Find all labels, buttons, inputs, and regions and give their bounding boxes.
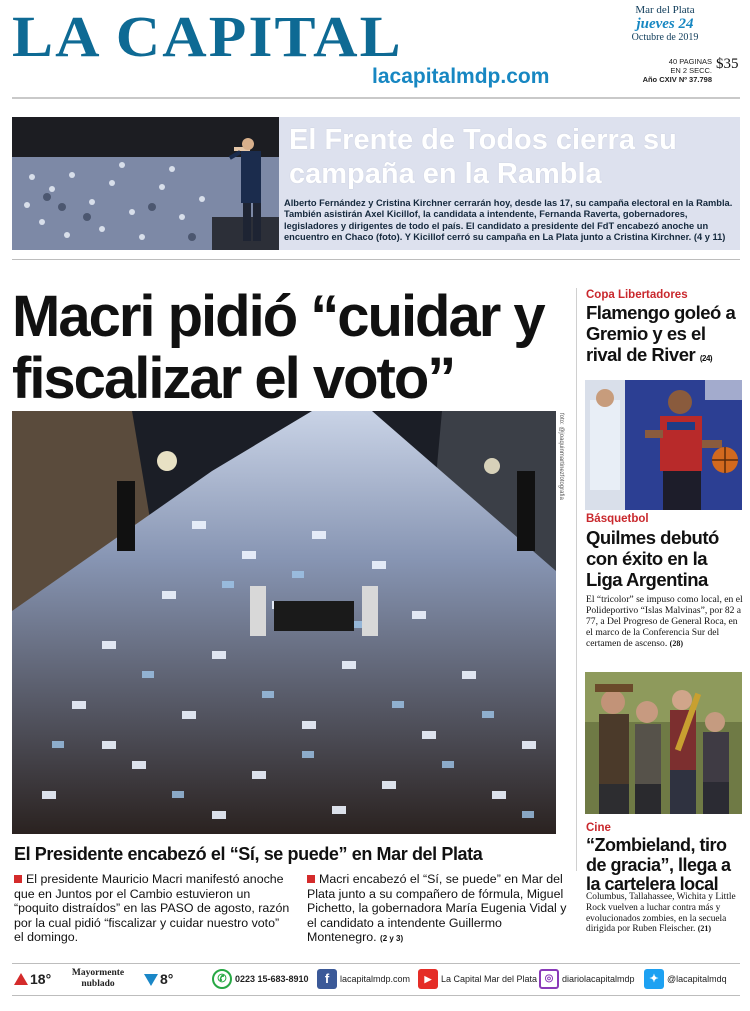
- copa-ref: (24): [699, 354, 713, 363]
- banner-text: Alberto Fernández y Cristina Kirchner cerrarán hoy, desde las 17, su campaña electoral en la Rambla. También asistirán Axel Kicillof, la candidata a intendente, Fernanda Raverta, gobernadores, legisladores y dirigentes de todo el país. El candidato a presidente del FdT encabezó anoche un encuentro en Chaco (foto). Y Kicillof cerró su campaña en La Plata junto a Cristina Kirchner. (4 y 11): [284, 198, 733, 242]
- section-count: EN 2 SECC.: [670, 66, 712, 75]
- section-label-cine: Cine: [586, 822, 611, 834]
- site-url[interactable]: lacapitalmdp.com: [372, 65, 550, 88]
- basket-text: [586, 594, 746, 649]
- movie-photo: [585, 672, 742, 814]
- section-label-copa: Copa Libertadores: [586, 289, 688, 301]
- forecast: Mayormente nublado: [71, 968, 125, 989]
- footer-bar: [12, 966, 740, 994]
- basket-ref: (28): [669, 639, 683, 648]
- twitter-handle[interactable]: @lacapitalmdq: [667, 974, 727, 984]
- page-count: 40 PAGINAS: [668, 57, 712, 66]
- cine-text-body: Columbus, Tallahassee, Wichita y Little Rock vuelven a luchar contra más y evolucionados zombies, en la secuela dirigida por Ruben Fleischer.: [586, 892, 736, 935]
- temp-up-icon: [14, 973, 28, 985]
- basketball-players-photo: [585, 380, 742, 510]
- sidebar-divider: [576, 288, 577, 871]
- youtube-icon[interactable]: ▶: [418, 969, 438, 989]
- main-text-col1: [14, 872, 290, 945]
- main-subhead[interactable]: El Presidente encabezó el “Sí, se puede” en Mar del Plata: [14, 844, 483, 864]
- facebook-handle[interactable]: lacapitalmdp.com: [340, 974, 411, 984]
- photo-credit: foto: @joaquinmartinezfotografia: [558, 413, 564, 500]
- crowd-aerial-photo: [12, 411, 556, 834]
- footer-divider-bottom: [12, 995, 740, 996]
- basket-text-body: El “tricolor” se impuso como local, en el Polideportivo “Islas Malvinas”, por 82 a 77, a Del Progreso de General Roca, en el marco de la Conferencia Sur del certamen de ascenso.: [586, 594, 743, 649]
- basketball-photo: [585, 380, 742, 510]
- price: $35: [716, 56, 739, 72]
- twitter-icon[interactable]: ✦: [644, 969, 664, 989]
- temp-max: 18°: [30, 971, 52, 987]
- whatsapp-number[interactable]: 0223 15-683-8910: [235, 974, 309, 984]
- bullet-icon: [14, 875, 22, 883]
- main-photo: [12, 411, 556, 834]
- zombieland-cast-photo: [585, 672, 742, 814]
- facebook-icon[interactable]: f: [317, 969, 337, 989]
- bullet-icon: [307, 875, 315, 883]
- copa-headline-text: Flamengo goleó a Gremio y es el rival de River: [586, 302, 736, 365]
- masthead-logo: LA CAPITAL: [12, 4, 403, 69]
- col2-text: Macri encabezó el “Sí, se puede” en Mar del Plata junto a su compañero de fórmula, Miguel Pichetto, la gobernadora María Eugenia Vidal y el candidato a intendente Guillermo Montenegro.: [307, 872, 567, 945]
- weekday: jueves 24: [636, 16, 694, 32]
- copa-headline[interactable]: [586, 302, 742, 369]
- temp-min: 8°: [160, 971, 174, 987]
- col1-text: El presidente Mauricio Macri manifestó anoche que en Juntos por el Cambio estuvieron un “poquito distraídos” en las PASO de agosto, razón por la cual pidió “fiscalizar y cuidar nuestro voto” el domingo.: [14, 872, 290, 945]
- youtube-handle[interactable]: La Capital Mar del Plata: [441, 974, 538, 984]
- issue-number: Año CXIV Nº 37.798: [642, 75, 712, 84]
- page-ref: (2 y 3): [380, 934, 404, 944]
- cine-ref: (21): [697, 924, 712, 934]
- section-divider: [12, 259, 740, 260]
- main-text-col2: [307, 872, 569, 947]
- issue-info: [630, 57, 712, 84]
- month-year: Octubre de 2019: [631, 32, 699, 43]
- instagram-handle[interactable]: diariolacapitalmdp: [562, 974, 635, 984]
- footer-divider-top: [12, 963, 740, 964]
- instagram-icon[interactable]: ◎: [539, 969, 559, 989]
- section-label-basket: Básquetbol: [586, 513, 649, 525]
- temp-down-icon: [144, 974, 158, 986]
- cine-headline[interactable]: “Zombieland, tiro de gracia”, llega a la cartelera local: [586, 835, 731, 894]
- city: Mar del Plata: [635, 4, 695, 16]
- rally-crowd-photo: [12, 117, 279, 250]
- date-box: [610, 4, 720, 43]
- basket-headline[interactable]: Quilmes debutó con éxito en la Liga Argentina: [586, 527, 719, 590]
- cine-text: [586, 892, 746, 935]
- banner-headline[interactable]: El Frente de Todos cierra su campaña en la Rambla: [289, 124, 677, 190]
- main-headline[interactable]: Macri pidió “cuidar y fiscalizar el voto”: [12, 284, 544, 411]
- whatsapp-icon[interactable]: ✆: [212, 969, 232, 989]
- masthead-divider: [12, 97, 740, 99]
- banner-photo: [12, 117, 279, 250]
